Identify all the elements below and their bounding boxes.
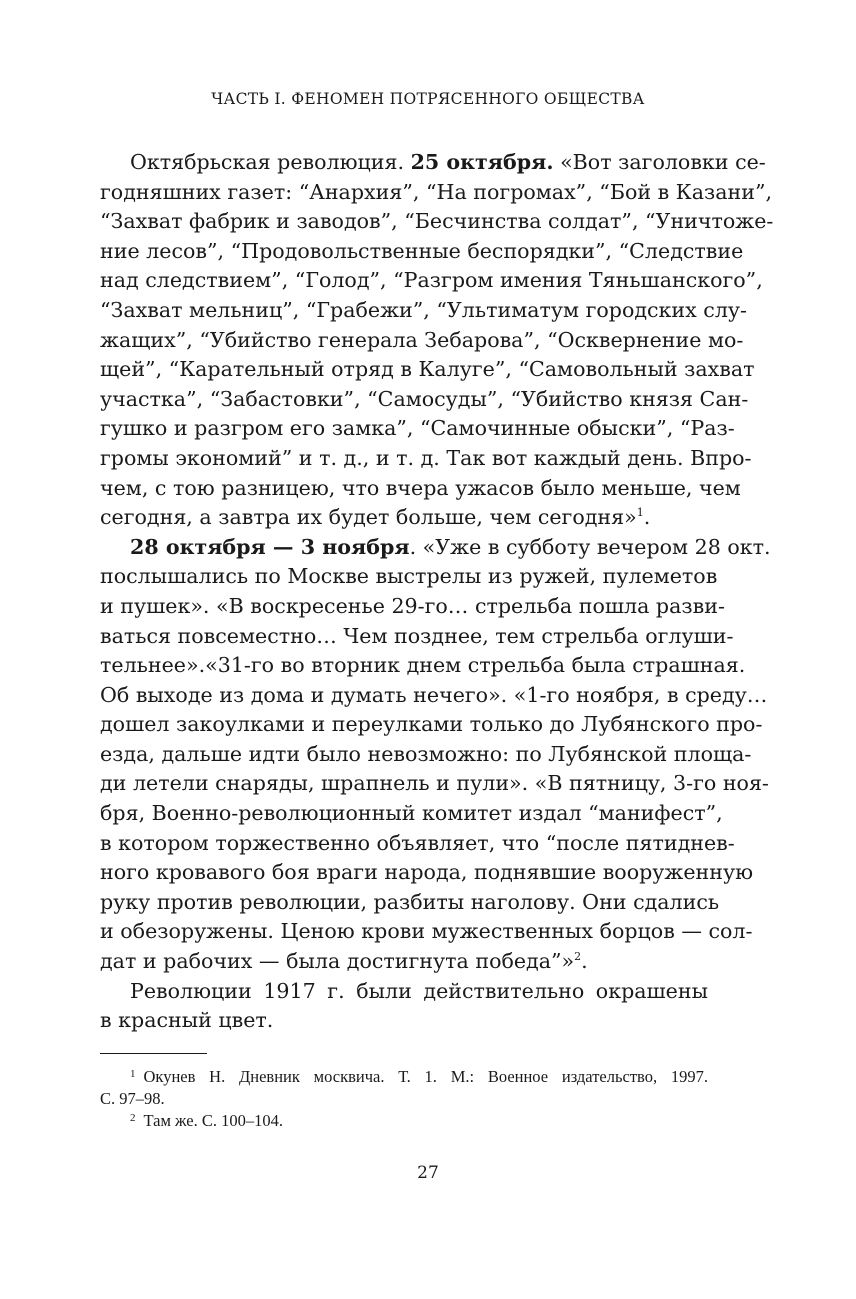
text-line: щей”, “Карательный отряд в Калуге”, “Самовольный захват (100, 357, 755, 382)
text-line: бря, Военно-революционный комитет издал “манифест”, (100, 801, 723, 826)
text-line: послышались по Москве выстрелы из ружей, пулеметов (100, 564, 718, 589)
text-line: ние лесов”, “Продовольственные беспорядки”, “Следствие (100, 238, 744, 263)
text-line: руку против революции, разбиты наголову. Они сдались (100, 889, 720, 914)
text-line: жащих”, “Убийство генерала Зебарова”, “Осквернение мо- (100, 327, 744, 352)
footnote-1-cont: С. 97–98. (100, 1089, 165, 1108)
text-line: тельнее».«31-го во вторник днем стрельба была страшная. (100, 653, 746, 678)
text-line: громы экономий” и т. д., и т. д. Так вот каждый день. Впро- (100, 445, 752, 470)
text-line: езда, дальше идти было невозможно: по Лубянской площа- (100, 741, 752, 766)
text-line: 28 октября — 3 ноября. «Уже в субботу вечером 28 окт. (130, 534, 771, 559)
footnote-2: $^2$ Там же. С. 100–104. (130, 1111, 283, 1130)
footnote-separator (100, 1053, 207, 1054)
date-heading: 28 октября — 3 ноября (130, 534, 410, 559)
paragraph-3 (100, 977, 708, 1036)
page-number: 27 (417, 1163, 439, 1183)
text-line: гушко и разгром его замка”, “Самочинные обыски”, “Раз- (100, 416, 735, 441)
text-line: Об выходе из дома и думать нечего». «1-го ноября, в среду… (100, 682, 768, 707)
text-line: ди летели снаряды, шрапнель и пули». «В пятницу, 3-го ноя- (100, 771, 769, 796)
text-line: и пушек». «В воскресенье 29-го… стрельба пошла разви- (100, 593, 725, 618)
text-line: и обезоружены. Ценою крови мужественных борцов — сол- (100, 919, 753, 944)
text-line: чем, с тою разницею, что вчера ужасов было меньше, чем (100, 475, 741, 500)
footnote-ref-2[interactable]: 2 (574, 950, 582, 964)
text-line: “Захват фабрик и заводов”, “Бесчинства солдат”, “Уничтоже- (100, 209, 774, 234)
text-line: годняшних газет: “Анархия”, “На погромах”, “Бой в Казани”, (100, 179, 773, 204)
footnotes (100, 1066, 708, 1132)
text-line: дошел закоулками и переулками только до Лубянского про- (100, 712, 763, 737)
body-text (100, 148, 774, 1036)
running-head: ЧАСТЬ I. ФЕНОМЕН ПОТРЯСЕННОГО ОБЩЕСТВА (211, 90, 645, 108)
paragraph-1 (100, 148, 774, 533)
paragraph-2 (100, 533, 771, 977)
text-line: Революции 1917 г. были действительно окрашены (130, 978, 708, 1003)
footnote-1: $^1$ Окунев Н. Дневник москвича. Т. 1. М.: Военное издательство, 1997. (130, 1067, 708, 1086)
text-line: дат и рабочих — была достигнута победа”»$^2$. (100, 949, 588, 974)
text-line: Октябрьская революция. 25 октября. «Вот заголовки се- (130, 150, 766, 174)
text-line: ваться повсеместно… Чем позднее, тем стрельба оглуши- (100, 623, 734, 648)
footnote-ref-1[interactable]: 1 (636, 506, 644, 520)
text-line: в котором торжественно объявляет, что “после пятиднев- (100, 830, 735, 855)
date-heading: 25 октября. (410, 150, 554, 174)
text-line: ного кровавого боя враги народа, поднявшие вооруженную (100, 860, 754, 885)
text-line: “Захват мельниц”, “Грабежи”, “Ультиматум городских слу- (100, 297, 748, 322)
text-line: над следствием”, “Голод”, “Разгром имения Тяньшанского”, (100, 268, 763, 293)
text-line: сегодня, а завтра их будет больше, чем сегодня»$^1$. (100, 505, 651, 530)
text-line: участка”, “Забастовки”, “Самосуды”, “Убийство князя Сан- (100, 386, 749, 411)
text-line: в красный цвет. (100, 1008, 274, 1033)
